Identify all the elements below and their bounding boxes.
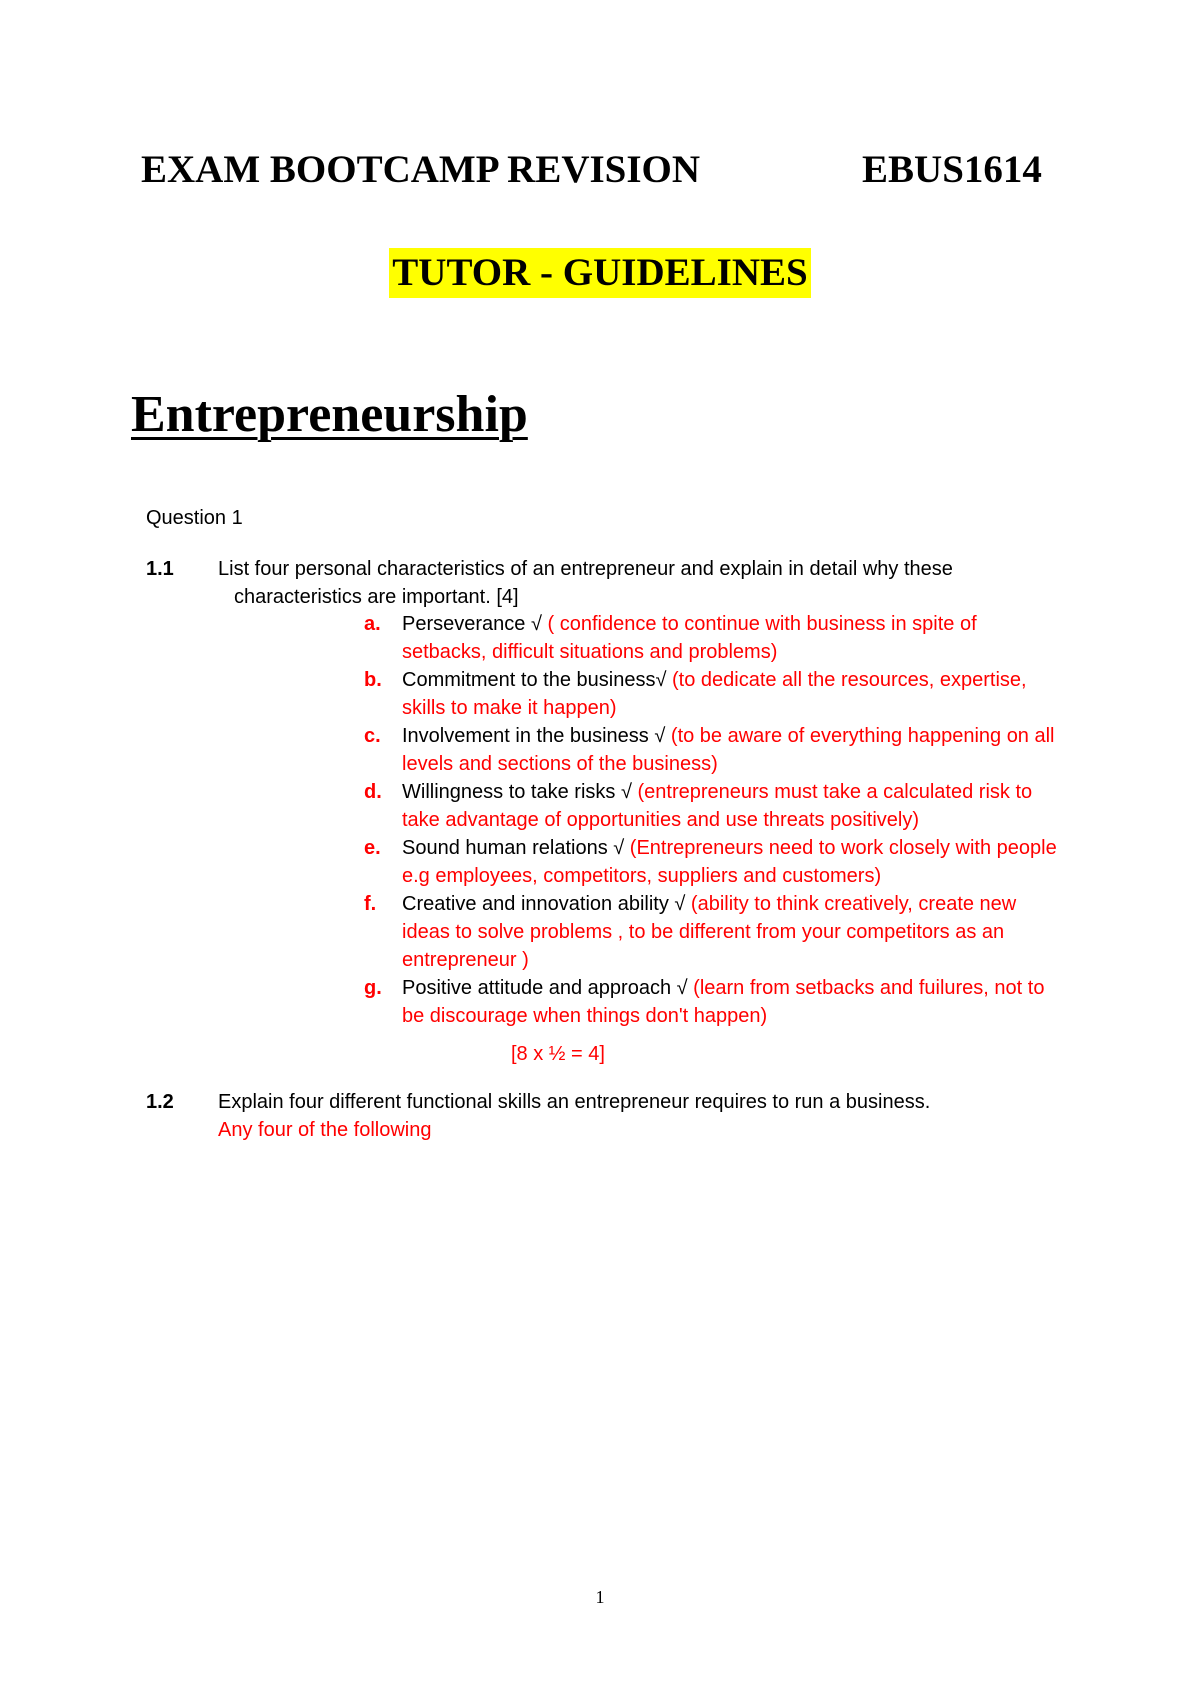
- subtitle-highlight: TUTOR - GUIDELINES: [389, 248, 810, 298]
- answer-letter: d.: [364, 781, 382, 803]
- answer-description: (ability to think creatively, create new ideas to solve problems , to be different from your competitors as an entrepreneur ): [402, 893, 1017, 971]
- answer-item: [364, 722, 1064, 778]
- document-title: EXAM BOOTCAMP REVISION: [141, 148, 701, 191]
- marks-total: [8 x ½ = 4]: [511, 1043, 605, 1065]
- answer-term: Willingness to take risks √: [402, 781, 638, 803]
- answer-term: Sound human relations √: [402, 837, 630, 859]
- answer-list: [364, 610, 1064, 1030]
- question-label: Question 1: [146, 507, 243, 529]
- answer-description: (learn from setbacks and fuilures, not to be discourage when things don't happen): [402, 977, 1045, 1027]
- answer-term: Commitment to the business√: [402, 669, 672, 691]
- answer-term: Involvement in the business √: [402, 725, 671, 747]
- answer-item: [364, 778, 1064, 834]
- question-text: Explain four different functional skills an entrepreneur requires to run a business.: [218, 1091, 931, 1113]
- answer-letter: a.: [364, 613, 381, 635]
- question-text-continued: characteristics are important. [4]: [234, 586, 519, 608]
- answer-letter: e.: [364, 837, 381, 859]
- question-number: 1.2: [146, 1091, 174, 1113]
- answer-item: [364, 890, 1064, 974]
- answer-item: [364, 974, 1064, 1030]
- page-number: 1: [595, 1587, 605, 1607]
- answer-letter: g.: [364, 977, 382, 999]
- answer-letter: b.: [364, 669, 382, 691]
- section-title: Entrepreneurship: [131, 386, 528, 443]
- answer-item: [364, 834, 1064, 890]
- answer-description: (Entrepreneurs need to work closely with people e.g employees, competitors, suppliers and customers): [402, 837, 1057, 887]
- answer-hint: Any four of the following: [218, 1119, 432, 1141]
- answer-term: Perseverance √: [402, 613, 548, 635]
- question-text: List four personal characteristics of an entrepreneur and explain in detail why these: [218, 558, 953, 580]
- subtitle-row: [0, 248, 1200, 298]
- answer-letter: c.: [364, 725, 381, 747]
- answer-description: (to be aware of everything happening on all levels and sections of the business): [402, 725, 1055, 775]
- answer-item: [364, 666, 1064, 722]
- answer-description: (to dedicate all the resources, expertise, skills to make it happen): [402, 669, 1027, 719]
- answer-description: (entrepreneurs must take a calculated risk to take advantage of opportunities and use threats positively): [402, 781, 1033, 831]
- course-code: EBUS1614: [862, 148, 1042, 191]
- answer-term: Creative and innovation ability √: [402, 893, 691, 915]
- answer-term: Positive attitude and approach √: [402, 977, 694, 999]
- answer-description: ( confidence to continue with business in spite of setbacks, difficult situations and problems): [402, 613, 977, 663]
- answer-letter: f.: [364, 893, 377, 915]
- answer-item: [364, 610, 1064, 666]
- document-header: [141, 145, 1071, 195]
- question-number: 1.1: [146, 558, 174, 580]
